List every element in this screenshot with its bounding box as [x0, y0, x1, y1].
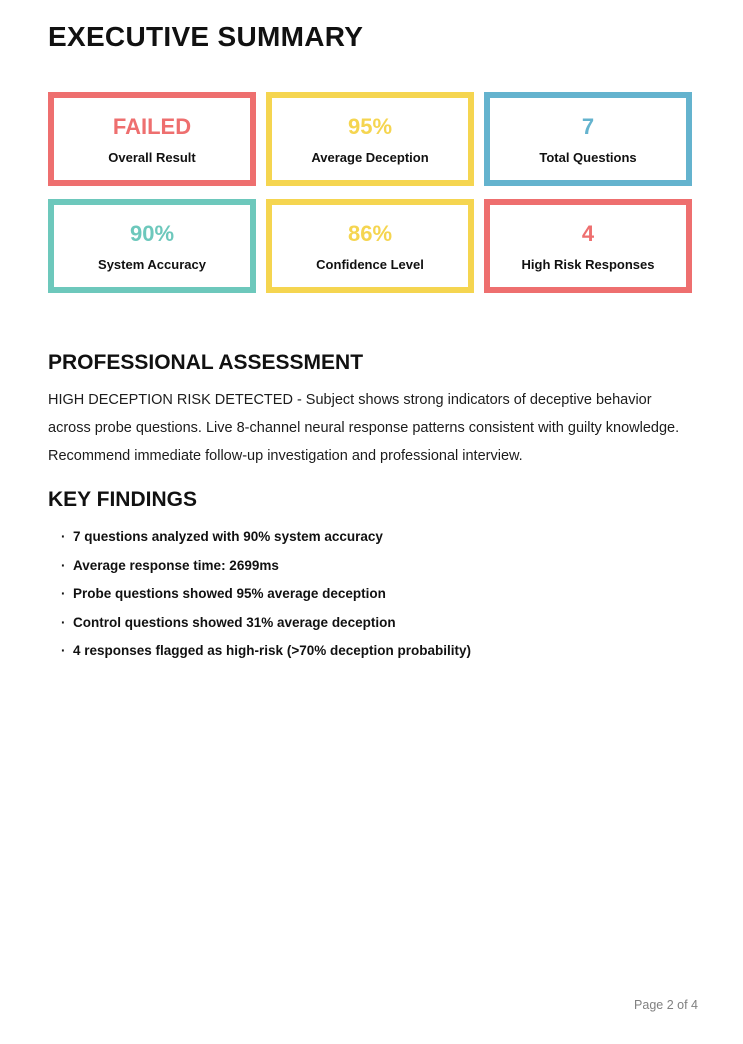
stat-value: FAILED [112, 114, 192, 139]
stat-label: High Risk Responses [521, 257, 655, 272]
findings-list [48, 527, 692, 661]
stat-value: 90% [129, 221, 175, 246]
stat-cards-grid [48, 92, 692, 293]
findings-heading: KEY FINDINGS [48, 488, 197, 511]
stat-label: Average Deception [311, 150, 429, 165]
assessment-heading: PROFESSIONAL ASSESSMENT [48, 351, 364, 374]
finding-item: · Average response time: 2699ms [63, 556, 692, 576]
stat-card [48, 199, 256, 293]
stat-label: Overall Result [108, 150, 196, 165]
stat-value: 4 [581, 221, 595, 246]
stat-label: Total Questions [539, 150, 637, 165]
stat-label: Confidence Level [316, 257, 424, 272]
stat-label: System Accuracy [98, 257, 206, 272]
finding-item: · Probe questions showed 95% average deception [63, 584, 692, 604]
stat-value: 95% [347, 114, 393, 139]
stat-card [48, 92, 256, 186]
assessment-body: HIGH DECEPTION RISK DETECTED - Subject shows strong indicators of deceptive behavior across probe questions. Live 8-channel neural response patterns consistent with guilty knowledge. Recommend immediate follow-up investigation and professional interview. [48, 392, 680, 464]
stat-card [484, 92, 692, 186]
stat-card [266, 92, 474, 186]
finding-item: · Control questions showed 31% average deception [63, 613, 692, 633]
stat-value: 7 [581, 114, 595, 139]
stat-value: 86% [347, 221, 393, 246]
page-number: Page 2 of 4 [634, 998, 698, 1012]
page-title: EXECUTIVE SUMMARY [48, 21, 364, 52]
stat-card [266, 199, 474, 293]
finding-item: · 4 responses flagged as high-risk (>70% deception probability) [63, 641, 692, 661]
stat-card [484, 199, 692, 293]
finding-item: · 7 questions analyzed with 90% system accuracy [63, 527, 692, 547]
